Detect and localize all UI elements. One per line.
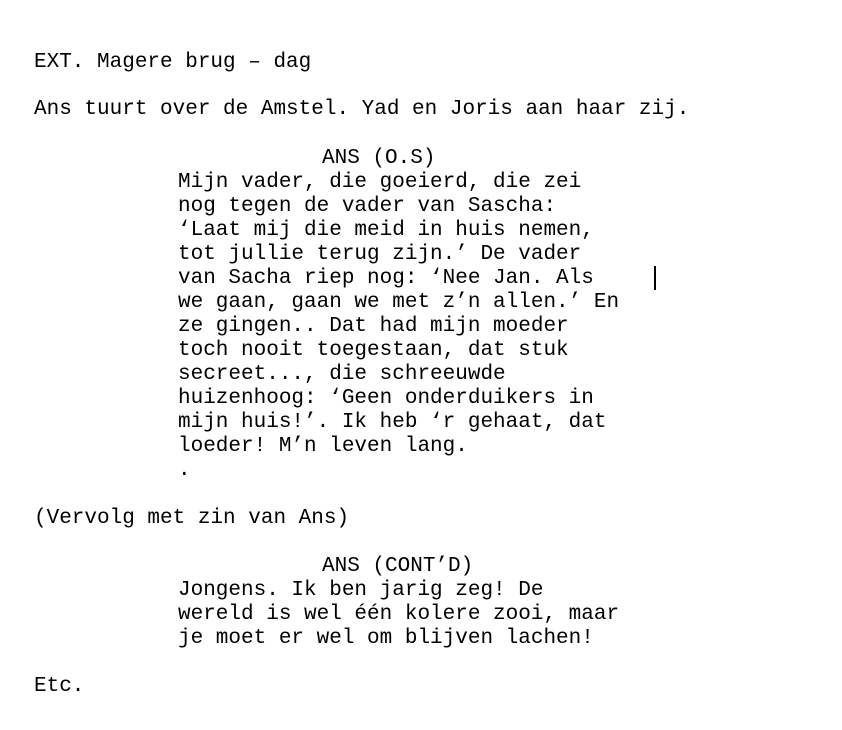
character-name: ANS (O.S)	[322, 147, 436, 170]
dialogue-line: ze gingen.. Dat had mijn moeder	[178, 315, 569, 338]
dialogue-line: ‘Laat mij die meid in huis nemen,	[178, 219, 594, 242]
dialogue-line: .	[178, 459, 191, 482]
dialogue-line: toch nooit toegestaan, dat stuk	[178, 339, 569, 362]
dialogue-line: van Sacha riep nog: ‘Nee Jan. Als	[178, 267, 594, 290]
action-line: Ans tuurt over de Amstel. Yad en Joris aan haar zij.	[34, 98, 690, 121]
dialogue-line: je moet er wel om blijven lachen!	[178, 627, 594, 650]
dialogue-line: wereld is wel één kolere zooi, maar	[178, 603, 620, 626]
action-line: Etc.	[34, 675, 85, 698]
dialogue-line: mijn huis!’. Ik heb ‘r gehaat, dat	[178, 411, 607, 434]
dialogue-line: tot jullie terug zijn.’ De vader	[178, 243, 582, 266]
dialogue-line: secreet..., die schreeuwde	[178, 363, 506, 386]
action-line: (Vervolg met zin van Ans)	[34, 507, 350, 530]
dialogue-line: we gaan, gaan we met z’n allen.’ En	[178, 291, 620, 314]
text-cursor	[654, 266, 656, 290]
dialogue-line: loeder! M’n leven lang.	[178, 435, 468, 458]
dialogue-line: huizenhoog: ‘Geen onderduikers in	[178, 387, 594, 410]
dialogue-line: Jongens. Ik ben jarig zeg! De	[178, 579, 544, 602]
scene-heading: EXT. Magere brug – dag	[34, 51, 312, 74]
character-name: ANS (CONT’D)	[322, 555, 474, 578]
dialogue-line: nog tegen de vader van Sascha:	[178, 195, 557, 218]
dialogue-line: Mijn vader, die goeierd, die zei	[178, 171, 582, 194]
